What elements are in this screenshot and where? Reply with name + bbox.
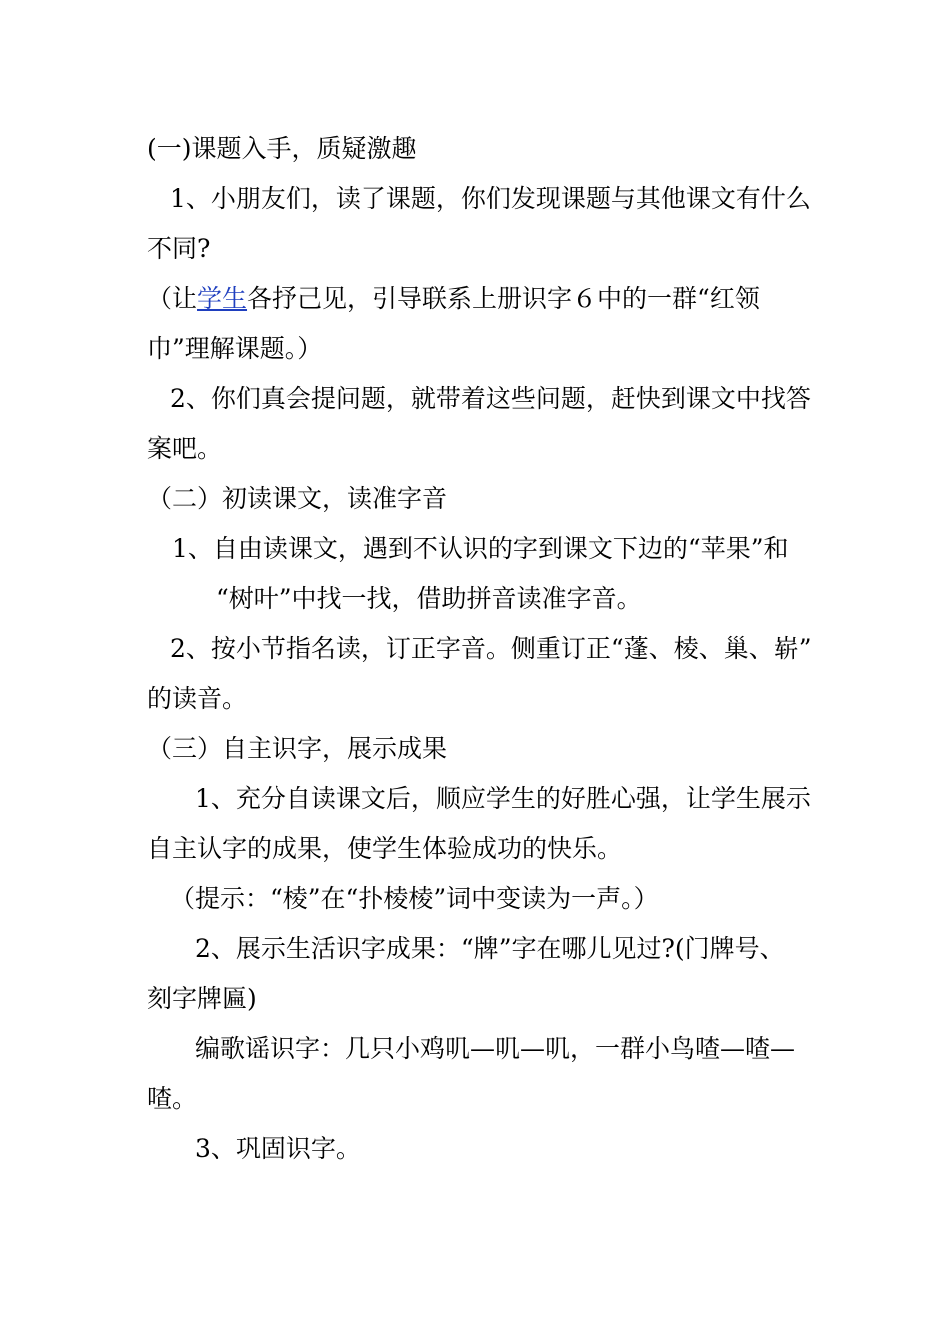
paragraph-line: 刻字牌匾) [147,984,257,1013]
paragraph-line: 2、你们真会提问题，就带着这些问题，赶快到课文中找答 [170,384,811,413]
paragraph-line: 2、展示生活识字成果：“牌”字在哪儿见过?(门牌号、 [195,934,785,963]
paragraph-line: 1、自由读课文，遇到不认识的字到课文下边的“苹果”和 [172,534,789,563]
paragraph-line: 巾”理解课题。） [147,334,323,363]
note-prefix: （让 [147,284,198,313]
paragraph-line: “树叶”中找一找，借助拼音读准字音。 [216,584,642,613]
hint-line: （提示：“棱”在“扑棱棱”词中变读为一声。） [170,884,659,913]
student-link[interactable]: 学生 [197,284,248,313]
note-text: 各抒己见，引导联系上册识字６中的一群“红领 [247,284,760,313]
paragraph-line: 喳。 [147,1084,198,1113]
paragraph-line: 1、充分自读课文后，顺应学生的好胜心强，让学生展示 [195,784,811,813]
paragraph-line: 编歌谣识字：几只小鸡叽—叽—叽，一群小鸟喳—喳— [195,1034,796,1063]
paragraph-line: 案吧。 [147,434,223,463]
paragraph-line: 3、巩固识字。 [195,1134,361,1163]
section-heading-1: (一)课题入手，质疑激趣 [147,134,417,163]
section-heading-3: （三）自主识字，展示成果 [147,734,448,763]
section-heading-2: （二）初读课文，读准字音 [147,484,448,513]
note-line [147,274,760,324]
paragraph-line: 的读音。 [147,684,248,713]
paragraph-line: 自主认字的成果，使学生体验成功的快乐。 [147,834,623,863]
paragraph-line: 不同? [147,234,211,263]
paragraph-line: 2、按小节指名读，订正字音。侧重订正“蓬、棱、巢、崭” [170,634,812,663]
paragraph-line: 1、小朋友们，读了课题，你们发现课题与其他课文有什么 [170,184,811,213]
